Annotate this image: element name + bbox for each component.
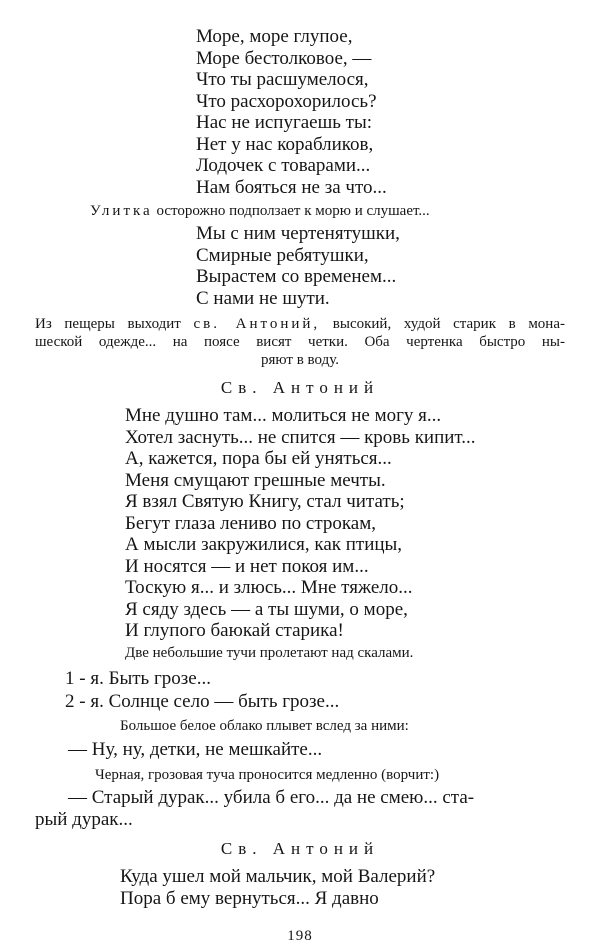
verse-line: И носятся — и нет покоя им... xyxy=(125,555,369,577)
stanza-line: Мы с ним чертенятушки, xyxy=(196,223,400,244)
stage-direction-line: шеской одежде... на поясе висят четки. Оба чертенка быстро ны- xyxy=(35,334,565,350)
cloud-speaker: 2 - я. xyxy=(65,690,104,712)
stage-direction-line: ряют в воду. xyxy=(261,352,339,368)
stage-direction-cave xyxy=(35,315,565,369)
anthony-monologue xyxy=(125,405,600,642)
anthony-closing-lines xyxy=(120,866,600,910)
stanza-line: С нами не шути. xyxy=(196,287,330,309)
verse-line: А, кажется, пора бы ей уняться... xyxy=(125,448,392,469)
stanza-line: Море бестолковое, — xyxy=(196,47,372,69)
speech-line: — Старый дурак... убила б его... да не смею... ста- xyxy=(68,787,475,808)
verse-line: Бегут глаза лениво по строкам, xyxy=(125,512,376,534)
page-number: 198 xyxy=(287,928,313,944)
white-cloud-speech xyxy=(35,739,600,761)
stage-direction-text: Из пещеры выходит xyxy=(35,316,194,332)
speaker-heading-st-anthony: Св. Антоний xyxy=(220,378,380,397)
verse-line: Хотел заснуть... не спится — кровь кипит... xyxy=(125,426,476,448)
verse-line: Я взял Святую Книгу, стал читать; xyxy=(125,491,405,512)
stanza-line: Вырастем со временем... xyxy=(196,266,397,287)
verse-line: Мне душно там... молиться не могу я... xyxy=(125,405,442,426)
black-cloud-speech xyxy=(35,787,600,830)
character-name: св. Антоний, xyxy=(193,316,321,332)
verse-line: Куда ушел мой мальчик, мой Валерий? xyxy=(120,866,436,887)
stage-direction-white-cloud: Большое белое облако плывет вслед за ними: xyxy=(120,717,409,734)
imps-stanza xyxy=(196,223,600,309)
cloud-2-line xyxy=(65,690,600,713)
stanza-line: Нас не испугаешь ты: xyxy=(196,112,373,133)
verse-line: И глупого баюкай старика! xyxy=(125,620,344,641)
stage-direction-text: высокий, худой старик в мона- xyxy=(320,316,565,332)
stage-direction-snail xyxy=(90,202,600,220)
stanza-line: Нет у нас корабликов, xyxy=(196,133,374,155)
verse-line: Тоскую я... и злюсь... Мне тяжело... xyxy=(125,577,413,598)
sea-stanza xyxy=(196,26,600,198)
stage-direction-line xyxy=(35,315,565,333)
cloud-speaker: 1 - я. xyxy=(65,667,104,689)
cloud-1-line xyxy=(65,667,600,690)
cloud-text: Солнце село — быть грозе... xyxy=(103,690,340,712)
verse-line: А мысли закружилися, как птицы, xyxy=(125,534,403,555)
speech-line: рый дурак... xyxy=(35,808,133,830)
verse-line: Меня смущают грешные мечты. xyxy=(125,469,386,491)
stanza-line: Лодочек с товарами... xyxy=(196,155,371,176)
verse-line: Пора б ему вернуться... Я давно xyxy=(120,888,379,909)
speech-line: — Ну, ну, детки, не мешкайте... xyxy=(68,738,323,760)
stage-direction-text: осторожно подползает к морю и слушает... xyxy=(152,203,430,219)
stanza-line: Нам бояться не за что... xyxy=(196,176,387,198)
character-name: Улитка xyxy=(90,203,153,219)
verse-line: Я сяду здесь — а ты шуми, о море, xyxy=(125,598,408,620)
stage-direction-two-clouds: Две небольшие тучи пролетают над скалами. xyxy=(125,644,414,661)
speaker-heading-st-anthony-2: Св. Антоний xyxy=(220,839,380,858)
cloud-text: Быть грозе... xyxy=(103,667,211,689)
stage-direction-black-cloud: Черная, грозовая туча проносится медленно (ворчит:) xyxy=(95,767,440,783)
stanza-line: Что расхорохорилось? xyxy=(196,90,377,112)
stanza-line: Смирные ребятушки, xyxy=(196,244,369,266)
stanza-line: Что ты расшумелося, xyxy=(196,69,369,90)
stanza-line: Море, море глупое, xyxy=(196,26,353,47)
